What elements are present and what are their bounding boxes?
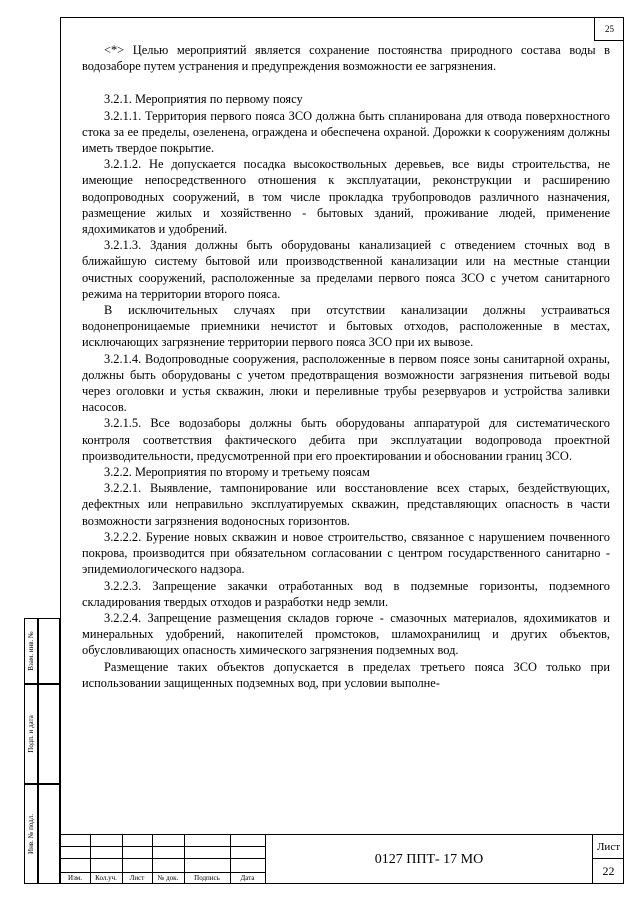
page-number-box: 25	[594, 17, 624, 41]
paragraph: 3.2.1.5. Все водозаборы должны быть оборудованы аппаратурой для систематического контроля соответствия фактического дебита при эксплуатации водопровода проектной производительности, предусмотренной при его проектировании и обосновании границ ЗСО.	[82, 416, 610, 463]
paragraph: 3.2.1.1. Территория первого пояса ЗСО должна быть спланирована для отвода поверхностного стока за ее пределы, озеленена, ограждена и обеспечена охраной. Дорожки к сооружениям должны иметь твердое покрытие.	[82, 108, 610, 156]
paragraph: <*> Целью мероприятий является сохранение постоянства природного состава воды в водозаборе путем устранения и предупреждения возможности ее загрязнения.	[82, 43, 610, 74]
side-label-podp-data: Подп. и дата	[27, 715, 35, 753]
side-label-cell	[24, 684, 38, 784]
document-body	[82, 42, 610, 691]
side-stamp-strip	[24, 618, 60, 884]
side-value-cell	[38, 784, 60, 884]
side-label-cell	[24, 784, 38, 884]
side-value-cell	[38, 684, 60, 784]
document-code: 0127 ППТ- 17 МО	[265, 834, 592, 884]
stamp-col-izm: Изм.	[68, 874, 82, 882]
paragraph: 3.2.1.3. Здания должны быть оборудованы канализацией с отведением сточных вод в ближайшую систему бытовой или производственной канализации или на местные станции очистных сооружений, расположенные за пределами первого пояса ЗСО с учетом санитарного режима на территории второго пояса.	[82, 238, 610, 301]
paragraph: 3.2.2.4. Запрещение размещения складов горюче - смазочных материалов, ядохимикатов и минеральных удобрений, накопителей промстоков, шламохранилищ и других объектов, обусловливающих опасность химического загрязнения подземных вод.	[82, 610, 610, 658]
paragraph: 3.2.2.1. Выявление, тампонирование или восстановление всех старых, бездействующих, дефектных или неправильно эксплуатируемых скважин, представляющих опасность в части возможности загрязнения водоносных горизонтов.	[82, 481, 610, 528]
stamp-col-date: Дата	[240, 874, 255, 882]
paragraph: В исключительных случаях при отсутствии канализации должны устраиваться водонепроницаемые приемники нечистот и бытовых отходов, расположенные в местах, исключающих загрязнение территории первого пояса ЗСО при их вывозе.	[82, 303, 610, 350]
stamp-col-list: Лист	[129, 874, 145, 882]
sheet-number: 22	[592, 859, 624, 884]
side-label-vzam-inv: Взам. инв. №	[27, 631, 35, 671]
side-value-cell	[38, 618, 60, 684]
paragraph: 3.2.1.2. Не допускается посадка высокоствольных деревьев, все виды строительства, не имеющие непосредственного отношения к эксплуатации, реконструкции и расширению водопроводных сооружений, в том числе прокладка трубопроводов различного назначения, размещение жилых и хозяйственно - бытовых зданий, проживание людей, применение ядохимикатов и удобрений.	[82, 157, 610, 237]
stamp-col-doc-no: № док.	[157, 874, 179, 882]
side-label-inv-podl: Инв. № подл.	[27, 814, 35, 854]
paragraph: 3.2.2.3. Запрещение закачки отработанных вод в подземные горизонты, подземного складирования твердых отходов и разработки недр земли.	[82, 578, 610, 609]
section-heading: 3.2.2. Мероприятия по второму и третьему поясам	[104, 465, 370, 480]
paragraph: Размещение таких объектов допускается в пределах третьего пояса ЗСО только при использовании защищенных подземных вод, при условии выполне-	[82, 659, 610, 690]
title-block	[60, 834, 624, 884]
paragraph: 3.2.2.2. Бурение новых скважин и новое строительство, связанное с нарушением почвенного покрова, производится при обязательном согласовании с центром государственного санитарно - эпидемиологического надзора.	[82, 529, 610, 577]
paragraph: 3.2.1.4. Водопроводные сооружения, расположенные в первом поясе зоны санитарной охраны, должны быть оборудованы с учетом предотвращения возможности загрязнения питьевой воды через оголовки и устья скважин, люки и переливные трубы резервуаров и устройства заливки насосов.	[82, 351, 610, 415]
section-heading: 3.2.1. Мероприятия по первому поясу	[104, 92, 303, 107]
stamp-col-signature: Подпись	[194, 874, 220, 882]
sheet-label: Лист	[592, 834, 624, 859]
side-label-cell	[24, 618, 38, 684]
paragraph-gap	[82, 74, 610, 91]
stamp-col-kol-uch: Кол.уч.	[95, 874, 117, 882]
